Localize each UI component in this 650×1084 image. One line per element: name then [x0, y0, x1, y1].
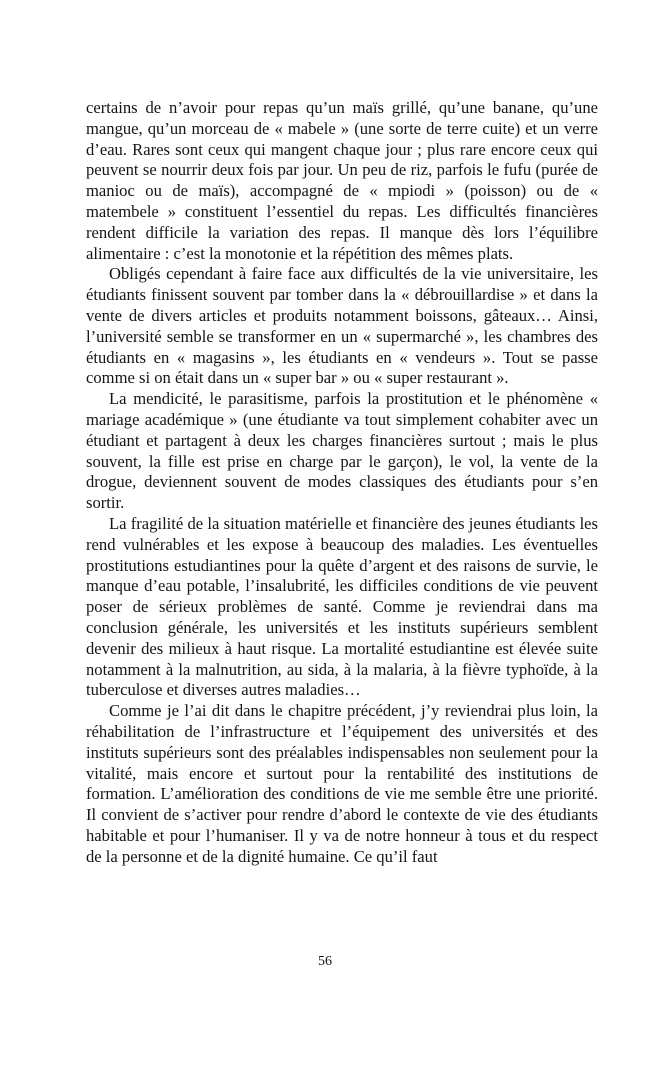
paragraph-4: La fragilité de la situation matérielle et financière des jeunes étudiants les rend vulnérables et les expose à beaucoup des maladies. Les éventuelles prostitutions estudiantines pour la quête d’argent et des raisons de survie, le manque d’eau potable, l’insalubrité, les difficiles conditions de vie peuvent poser de sérieux problèmes de santé. Comme je reviendrai dans ma conclusion générale, les universités et les instituts supérieurs semblent devenir des milieux à haut risque. La mortalité estudiantine est élevée suite notamment à la malnutrition, au sida, à la malaria, à la fièvre typhoïde, à la tuberculose et diverses autres maladies…: [86, 513, 598, 700]
paragraph-3: La mendicité, le parasitisme, parfois la prostitution et le phénomène « mariage académique » (une étudiante va tout simplement cohabiter avec un étudiant et partagent à deux les charges financières surtout ; mais le plus souvent, la fille est prise en charge par le garçon), le vol, la vente de la drogue, deviennent souvent de modes classiques des étudiants pour s’en sortir.: [86, 389, 598, 513]
page-number: 56: [318, 954, 332, 969]
paragraph-2: Obligés cependant à faire face aux difficultés de la vie universitaire, les étudiants finissent souvent par tomber dans la « débrouillardise » et dans la vente de divers articles et produits notamment boissons, gâteaux… Ainsi, l’université semble se transformer en un « supermarché », les chambres des étudiants en « magasins », les étudiants en « vendeurs ». Tout se passe comme si on était dans un « super bar » ou « super restaurant ».: [86, 264, 598, 388]
paragraph-1: certains de n’avoir pour repas qu’un maïs grillé, qu’une banane, qu’une mangue, qu’un morceau de « mabele » (une sorte de terre cuite) et un verre d’eau. Rares sont ceux qui mangent chaque jour ; plus rare encore ceux qui peuvent se nourrir deux fois par jour. Un peu de riz, parfois le fufu (purée de manioc ou de maïs), accompagné de « mpiodi » (poisson) ou de « matembele » constituent l’essentiel du repas. Les difficultés financières rendent difficile la variation des repas. Il manque dès lors l’équilibre alimentaire : c’est la monotonie et la répétition des mêmes plats.: [86, 98, 598, 263]
paragraph-5: Comme je l’ai dit dans le chapitre précédent, j’y reviendrai plus loin, la réhabilitation de l’infrastructure et l’équipement des universités et des instituts supérieurs sont des préalables indispensables non seulement pour la vitalité, mais encore et surtout pour la rentabilité des institutions de formation. L’amélioration des conditions de vie me semble être une priorité. Il convient de s’activer pour rendre d’abord le contexte de vie des étudiants habitable et pour l’humaniser. Il y va de notre honneur à tous et du respect de la personne et de la dignité humaine. Ce qu’il faut: [86, 701, 598, 866]
page-body: [86, 98, 598, 867]
